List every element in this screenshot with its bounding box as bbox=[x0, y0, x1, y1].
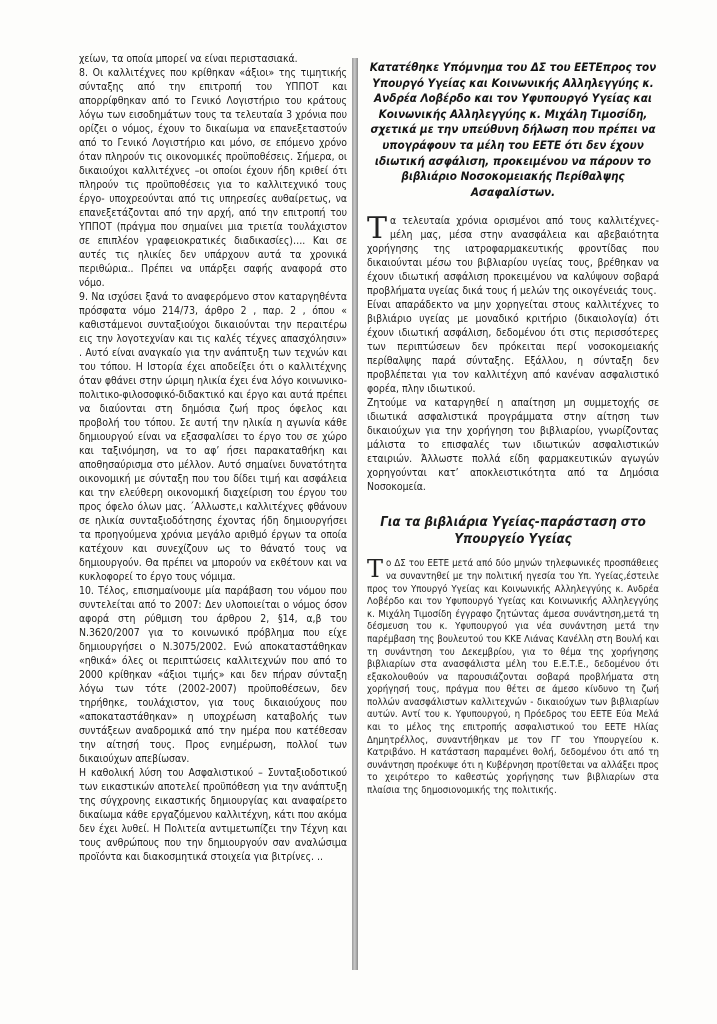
paragraph-item-9: 9. Να ισχύσει ξανά το αναφερόμενο στον καταργηθέντα πρόσφατα νόμο 214/73, άρθρο 2 , παρ. 2 , όπου « καθιστάμενοι συνταξιούχοι δικαιούνται την περαιτέρω εις την λογοτεχνίαν και τις καλές τέχνες απασχόλησιν» . Αυτό είναι αναγκαίο για την ανάπτυξη των τεχνών και του τόπου. Η Ιστορία έχει αποδείξει ότι ο καλλιτέχνης όταν φθάνει στην ώριμη ηλικία έχει ένα λόγο κοινωνικο-πολιτικο-φιλοσοφικό-διδακτικό και έργο και αυτά πρέπει να διαύονται στη δημόσια ζωή προς όφελος και προβολή του τόπου. Σε αυτή την ηλικία η αγωνία κάθε δημιουργού είναι να εξασφαλίσει το έργο του σε χώρο και ταξινόμηση, να το αφ’ ήσει παρακαταθήκη και αποθησαύρισμα στο μέλλον. Αυτό σημαίνει δυνατότητα οικονομική με σύνταξη που του δίδει τιμή και ασφάλεια και την ελεύθερη οικονομική διαχείριση του έργου του προς όφελο όλων μας. ΄Αλλωστε,ι καλλιτέχνες φθάνουν σε ηλικία συνταξιοδότησης έχοντας ήδη δημιουργήσει τα προηγούμενα χρόνια μεγάλο αριθμό έργων τα οποία κατέχουν και συνεχίζουν ως το θάνατό τους να δημιουργούν. Θα πρέπει να μπορούν να εκθέτουν και να κυκλοφορεί το έργο τους νόμιμα. bbox=[79, 291, 347, 583]
section-text: ο ΔΣ του ΕΕΤΕ μετά από δύο μηνών τηλεφωνικές προσπάθειες να συναντηθεί με την πολιτική ηγεσία του Υπ. Υγείας,έστειλε προς τον Υπουργό Υγείας και Κοινωνικής Αλληλεγγύης κ. Ανδρέα Λοβέρδο και τον Υφυπουργό Υγείας και Κοινωνικής Αλληλεγγύης κ. Μιχάλη Τιμοσίδη έγγραφο ζητώντας άμεσα συνάντηση,μετά τη δέσμευση του κ. Υφυπουργού για νέα συνάντηση μετά την παρέμβαση της βουλευτού του ΚΚΕ Λιάνας Κανέλλη στη Βουλή και τη συνάντηση του Δεκεμβρίου, για το θέμα της χορήγησης βιβλιαρίων στα ανασφάλιστα μέλη του Ε.Ε.Τ.Ε., δεδομένου ότι εξακολουθούν να παρουσιάζονται σοβαρά προβλήματα στη χορήγησή τους, πράγμα που θέτει σε άμεσο κίνδυνο τη ζωή πολλών ανασφάλιστων καλλιτεχνών - δικαιούχων των βιβλιαρίων αυτών. Αντί του κ. Υφυπουργού, η Πρόεδρος του ΕΕΤΕ Εύα Μελά και το μέλος της επιτροπής ασφαλιστικού του ΕΕΤΕ Ηλίας Δημητρέλλος, συναντήθηκαν με τον ΓΓ του Υπουργείου κ. Κατριβάνο. Η κατάσταση παραμένει θολή, δεδομένου ότι από τη συνάντηση προέκυψε ότι η Κυβέρνηση προτίθεται να αλλάξει προς το χειρότερο το καθεστώς χορήγησης των βιβλιαρίων στα πλαίσια της δημοσιονομικής της πολιτικής. bbox=[367, 558, 659, 797]
paragraph-continuation: χείων, τα οποία μπορεί να είναι περιστασιακά. bbox=[79, 53, 298, 65]
article-headline: Κατατέθηκε Υπόμνημα του ΔΣ του ΕΕΤΕπρος τον Υπουργό Υγείας και Κοινωνικής Αλληλεγγύης κ. Ανδρέα Λοβέρδο και τον Υφυπουργό Υγείας και Κοινωνικής Αλληλεγγύης κ. Μιχάλη Τιμοσίδη, σχετικά με την υπεύθυνη δήλωση που πρέπει να υπογράφουν τα μέλη του ΕΕΤΕ ότι δεν έχουν ιδιωτική ασφάλιση, προκειμένου να πάρουν το βιβλιάριο Νοσοκομειακής Περίθαλψης Ασαφαλίστων. bbox=[369, 60, 657, 199]
body-paragraph: Είναι απαράδεκτο να μην χορηγείται στους καλλιτέχνες το βιβλιάριο υγείας με μοναδικό κριτήριο (δικαιολογία) ότι έχουν ιδιωτική ασφάλιση, δεδομένου ότι στις περισσότερες των περιπτώσεων δεν πρόκειται περί νοσοκομειακής περίθαλψης παρά σύνταξης. Εξάλλου, η σύνταξη δεν προβλέπεται για τον καλλιτέχνη από κανέναν ασφαλιστικό φορέα, πλην ιδιωτικού. bbox=[367, 299, 659, 396]
intro-text: α τελευταία χρόνια ορισμένοι από τους καλλιτέχνες-μέλη μας, μέσα στην ανασφάλεια και αβεβαιότητα χορήγησης της ιατροφαρμακευτικής φροντίδας που δικαιούνται μέσω του βιβλιαρίου υγείας τους, βρέθηκαν να έχουν ιδιωτική ασφάλιση προκειμένου να καλύψουν σοβαρά προβλήματα υγείας δικά τους ή μελών της οικογένειάς τους. bbox=[367, 215, 659, 298]
paragraph-item-8: 8. Οι καλλιτέχνες που κρίθηκαν «άξιοι» της τιμητικής σύνταξης από την επιτροπή του ΥΠΠΟΤ και απορρίφθηκαν από το Γενικό Λογιστήριο του κράτους λόγω των εισοδημάτων τους τα τελευταία 3 χρόνια που ορίζει ο νόμος, έχουν το δικαίωμα να επανεξεταστούν από το Γενικό Λογιστήριο και μόνο, σε επόμενο χρόνο όταν πληρούν τις οικονομικές προϋποθέσεις. Σήμερα, οι δικαιούχοι καλλιτέχνες –οι οποίοι έχουν ήδη κριθεί ότι πληρούν τις προϋποθέσεις για το καλλιτεχνικό τους έργο- υποχρεούνται από τις υπηρεσίες αυθαίρετως, να επανεξετάζονται από την αρχή, από την επιτροπή του ΥΠΠΟΤ (πράγμα που σημαίνει μια τριετία τουλάχιστον σε επιπλέον γραφειοκρατικές διαδικασίες)…. Και σε αυτές τις ηλικίες δεν υπάρχουν αυτά τα χρονικά περιθώρια.. Πρέπει να υπάρξει σαφής αναφορά στο νόμο. bbox=[79, 67, 347, 289]
column-divider bbox=[352, 58, 358, 970]
body-paragraph: Ζητούμε να καταργηθεί η απαίτηση μη συμμετοχής σε ιδιωτικά ασφαλιστικά προγράμματα στην αίτηση των δικαιούχων για την χορήγηση του βιβλιαρίου, γνωρίζοντας μάλιστα το επισφαλές των ιδιωτικών ασφαλιστικών εταιριών. Άλλωστε πολλά είδη φαρμακευτικών αγωγών χορηγούνται κατ’ αποκλειστικότητα από τα Δημόσια Νοσοκομεία. bbox=[367, 397, 659, 494]
section-heading: Για τα βιβλιάρια Υγείας-παράσταση στο Υπουργείο Υγείας bbox=[380, 515, 646, 548]
paragraph-item-10: 10. Τέλος, επισημαίνουμε μία παράβαση του νόμου που συντελείται από το 2007: Δεν υλοποιείται ο νόμος όσον αφορά στη ρύθμιση του άρθρου 2, §14, α,β του Ν.3620/2007 για το κοινωνικό πρόβλημα που είχε δημιουργήσει ο Ν.3075/2002. Ενώ αποκαταστάθηκαν «ηθικά» όλες οι περιπτώσεις καλλιτεχνών που από το 2000 κρίθηκαν «άξιοι τιμής» και δεν πήραν σύνταξη λόγω των τότε (2002-2007) προϋποθέσεων, δεν τηρήθηκε, τουλάχιστον, για τους δικαιούχους που «αποκαταστάθηκαν» η υποχρέωση καταβολής των συντάξεων αναδρομικά από την ημέρα που κατέθεσαν την αίτησή τους. Προς ενημέρωση, πολλοί των δικαιούχων απεβίωσαν. bbox=[79, 585, 347, 765]
paragraph-conclusion: Η καθολική λύση του Ασφαλιστικού – Συνταξιοδοτικού των εικαστικών αποτελεί προϋπόθεση για την ανάπτυξη της σύγχρονης εικαστικής δημιουργίας και αναφαίρετο δικαίωμα κάθε εργαζόμενου καλλιτέχνη, κάτι που ακόμα δεν έχει λυθεί. Η Πολιτεία αντιμετωπίζει την Τέχνη και τους ανθρώπους που την δημιουργούν σαν αναλώσιμα προϊόντα και διακοσμητικά στοιχεία για βιτρίνες. .. bbox=[79, 767, 347, 863]
section-paragraph bbox=[367, 555, 659, 797]
drop-cap: Τ bbox=[367, 211, 388, 247]
drop-cap: Τ bbox=[367, 555, 384, 584]
right-column bbox=[367, 60, 659, 798]
left-column bbox=[79, 52, 347, 864]
intro-paragraph bbox=[367, 211, 659, 298]
